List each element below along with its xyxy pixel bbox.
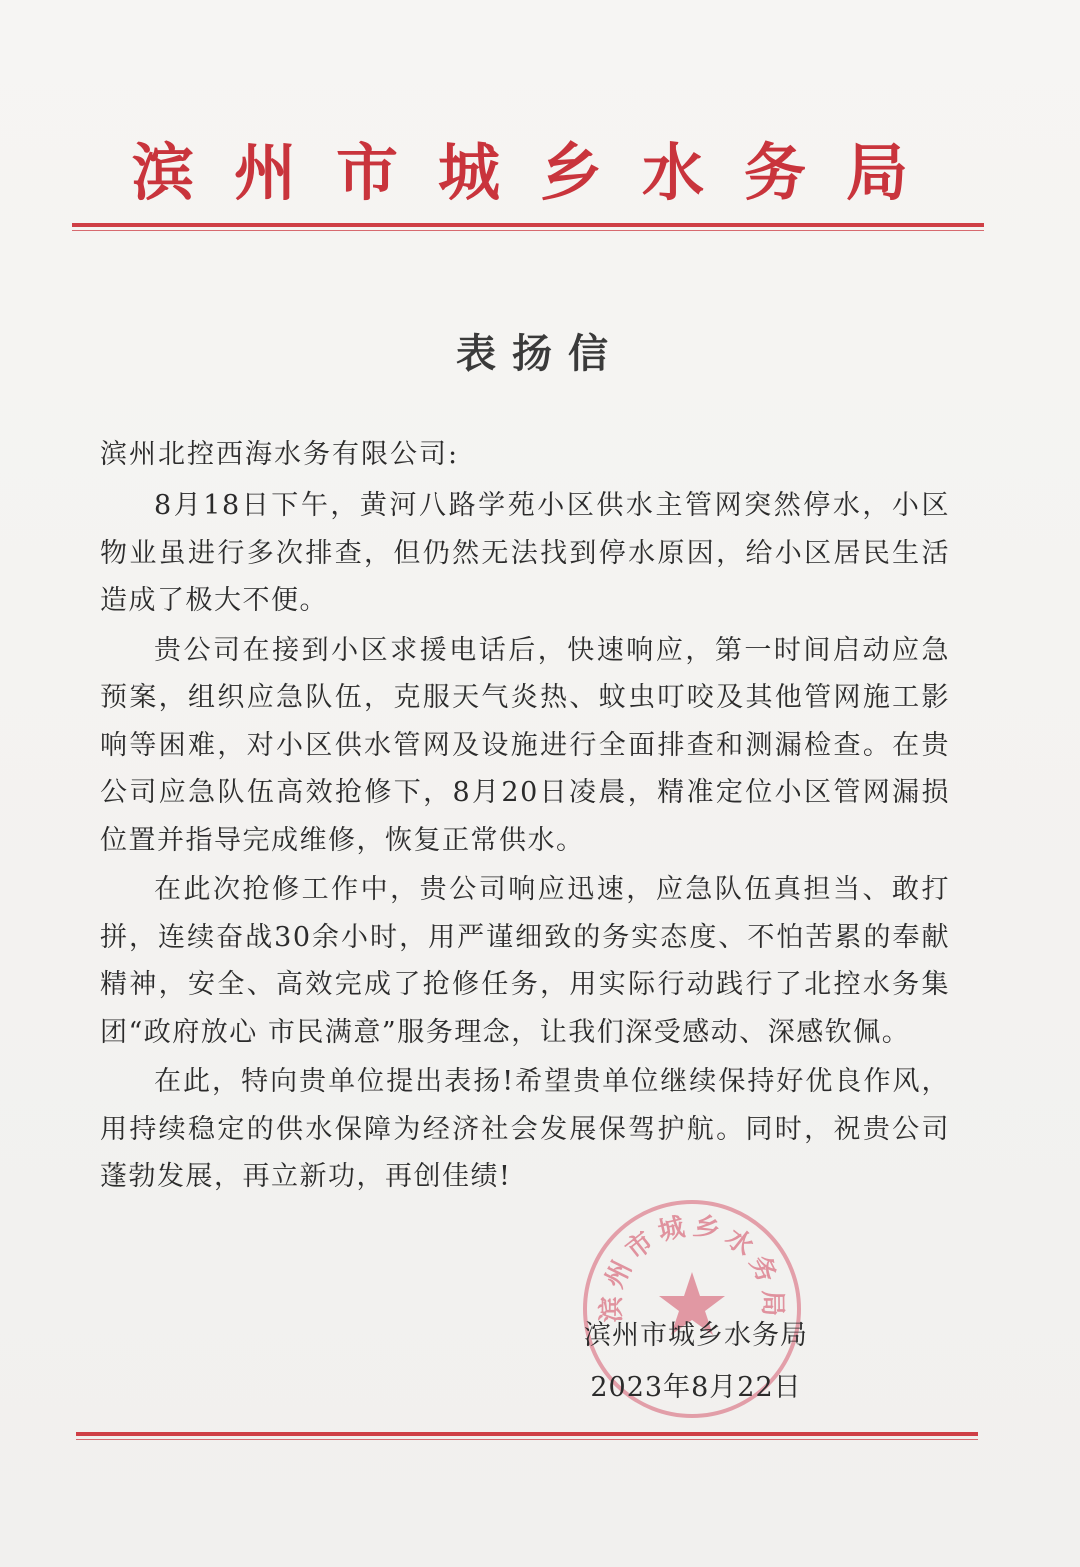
salutation: 滨州北控西海水务有限公司: xyxy=(100,439,460,470)
footer-divider-thin xyxy=(76,1439,978,1440)
body-paragraph-3: 在此次抢修工作中，贵公司响应迅速，应急队伍真担当、敢打拼，连续奋战30余小时，用严谨细致的务实态度、不怕苦累的奉献精神，安全、高效完成了抢修任务，用实际行动践行了北控水务集团“政府放心 市民满意”服务理念，让我们深受感动、深感钦佩。 xyxy=(100,874,950,1048)
letter-body xyxy=(100,482,950,1201)
footer-divider xyxy=(76,1432,978,1436)
signature-org: 滨州市城乡水务局 xyxy=(584,1320,808,1351)
letterhead-divider xyxy=(72,223,984,227)
letterhead-divider-thin xyxy=(72,230,984,231)
body-paragraph-2: 贵公司在接到小区求援电话后，快速响应，第一时间启动应急预案，组织应急队伍，克服天气炎热、蚊虫叮咬及其他管网施工影响等困难，对小区供水管网及设施进行全面排查和测漏检查。在贵公司应急队伍高效抢修下，8月20日凌晨，精准定位小区管网漏损位置并指导完成维修，恢复正常供水。 xyxy=(100,634,950,856)
seal-text-path: 滨州市城乡水务局 xyxy=(596,1210,788,1323)
signature-block xyxy=(584,1310,808,1414)
body-paragraph-1: 8月18日下午，黄河八路学苑小区供水主管网突然停水，小区物业虽进行多次排查，但仍然无法找到停水原因，给小区居民生活造成了极大不便。 xyxy=(100,490,950,616)
letterhead-org-name: 滨州市城乡水务局 xyxy=(131,136,948,209)
signature-date: 2023年8月22日 xyxy=(590,1372,802,1403)
document-title: 表扬信 xyxy=(456,331,624,377)
body-paragraph-4: 在此，特向贵单位提出表扬!希望贵单位继续保持好优良作风，用持续稳定的供水保障为经济社会发展保驾护航。同时，祝贵公司蓬勃发展，再立新功，再创佳绩! xyxy=(100,1066,950,1192)
